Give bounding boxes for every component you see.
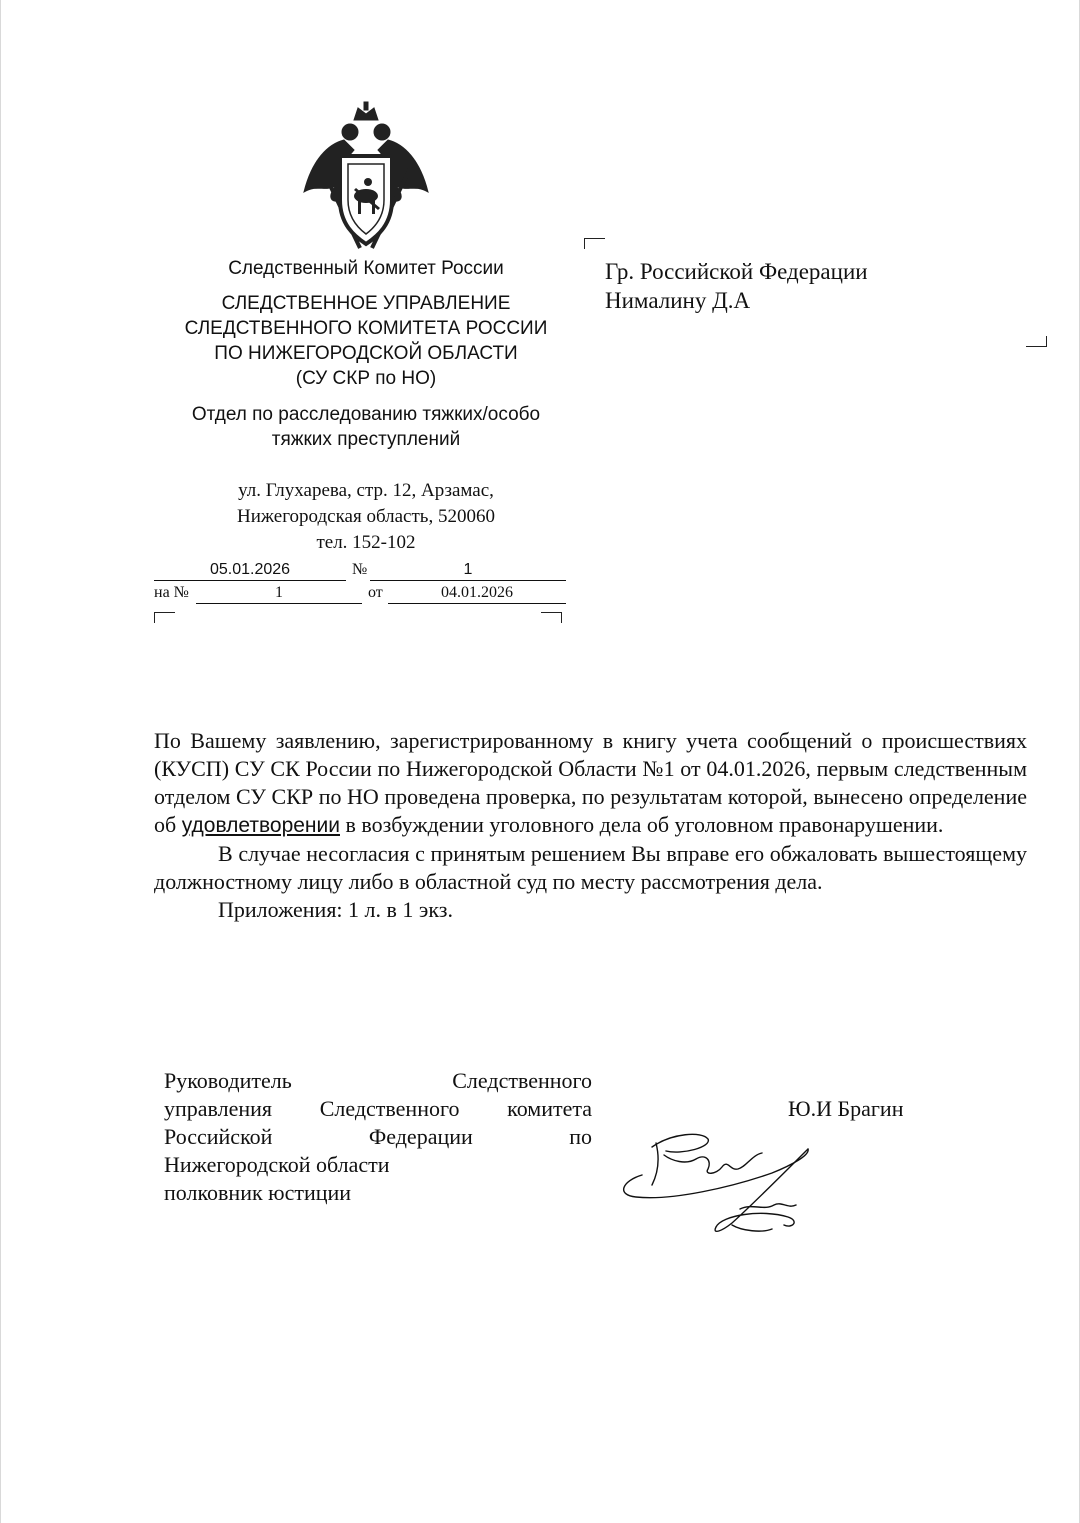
corner-mark [541, 612, 562, 623]
ref-from-label: от [368, 584, 383, 601]
text: По Вашему заявлению, зарегистрированному в книгу учета сообщений о происшествиях (КУСП) СУ СК России по Нижегородской Области №1 от 04.01.2026, первым следственным отделом СУ СКР по НО проведена проверка, по результатам которой, вынесено определение об [154, 728, 1027, 837]
number-label: № [352, 561, 368, 578]
position-line: полковник юстиции [164, 1180, 352, 1205]
address-line: Нижегородская область, 520060 [237, 506, 495, 527]
department-title [150, 291, 582, 391]
ref-number-label: на № [154, 584, 189, 601]
recipient-line: Нималину Д.А [605, 288, 751, 313]
department-line: СЛЕДСТВЕННОГО КОМИТЕТА РОССИИ [184, 318, 548, 339]
paragraph: В случае несогласия с принятым решением Вы вправе его обжаловать вышестоящему должностному лицу либо в областной суд по месту рассмотрения дела. [154, 841, 1027, 894]
department-line: (СУ СКР по НО) [295, 368, 437, 389]
department-line: СЛЕДСТВЕННОЕ УПРАВЛЕНИЕ [221, 293, 511, 314]
registration-line [154, 559, 566, 581]
org-name: Следственный Комитет России [228, 258, 504, 279]
page-edge-left [0, 0, 1, 1523]
attachments-line: Приложения: 1 л. в 1 экз. [218, 897, 453, 922]
emblem-icon [298, 100, 434, 252]
corner-mark [1026, 336, 1047, 347]
ref-date: 04.01.2026 [388, 583, 566, 604]
division-line: Отдел по расследованию тяжких/особо [191, 404, 541, 425]
reference-line [154, 582, 566, 604]
department-line: ПО НИЖЕГОРОДСКОЙ ОБЛАСТИ [214, 343, 518, 364]
signatory-position [164, 1067, 592, 1207]
text: в возбуждении уголовного дела об уголовном правонарушении. [339, 812, 944, 837]
position-line: Нижегородской области [164, 1152, 390, 1177]
signatory-name: Ю.И Брагин [788, 1096, 904, 1121]
corner-mark [154, 612, 175, 623]
division-title [150, 402, 582, 452]
position-line: Руководитель Следственного [164, 1068, 592, 1093]
position-line: управления Следственного комитета [164, 1096, 592, 1121]
ref-number: 1 [196, 583, 362, 604]
division-line: тяжких преступлений [271, 429, 461, 450]
address-block [150, 478, 582, 556]
outgoing-number: 1 [370, 560, 566, 581]
address-line: ул. Глухарева, стр. 12, Арзамас, [238, 480, 494, 501]
recipient-block [605, 257, 1045, 315]
position-line: Российской Федерации по [164, 1124, 592, 1149]
outgoing-date: 05.01.2026 [154, 560, 346, 581]
underlined-word: удовлетворении [181, 814, 340, 837]
recipient-line: Гр. Российской Федерации [605, 259, 868, 284]
handwritten-signature-icon [612, 1125, 822, 1237]
paragraph [154, 727, 1027, 840]
letter-body [154, 727, 1027, 924]
corner-mark [584, 238, 605, 249]
phone-line: тел. 152-102 [316, 532, 416, 553]
